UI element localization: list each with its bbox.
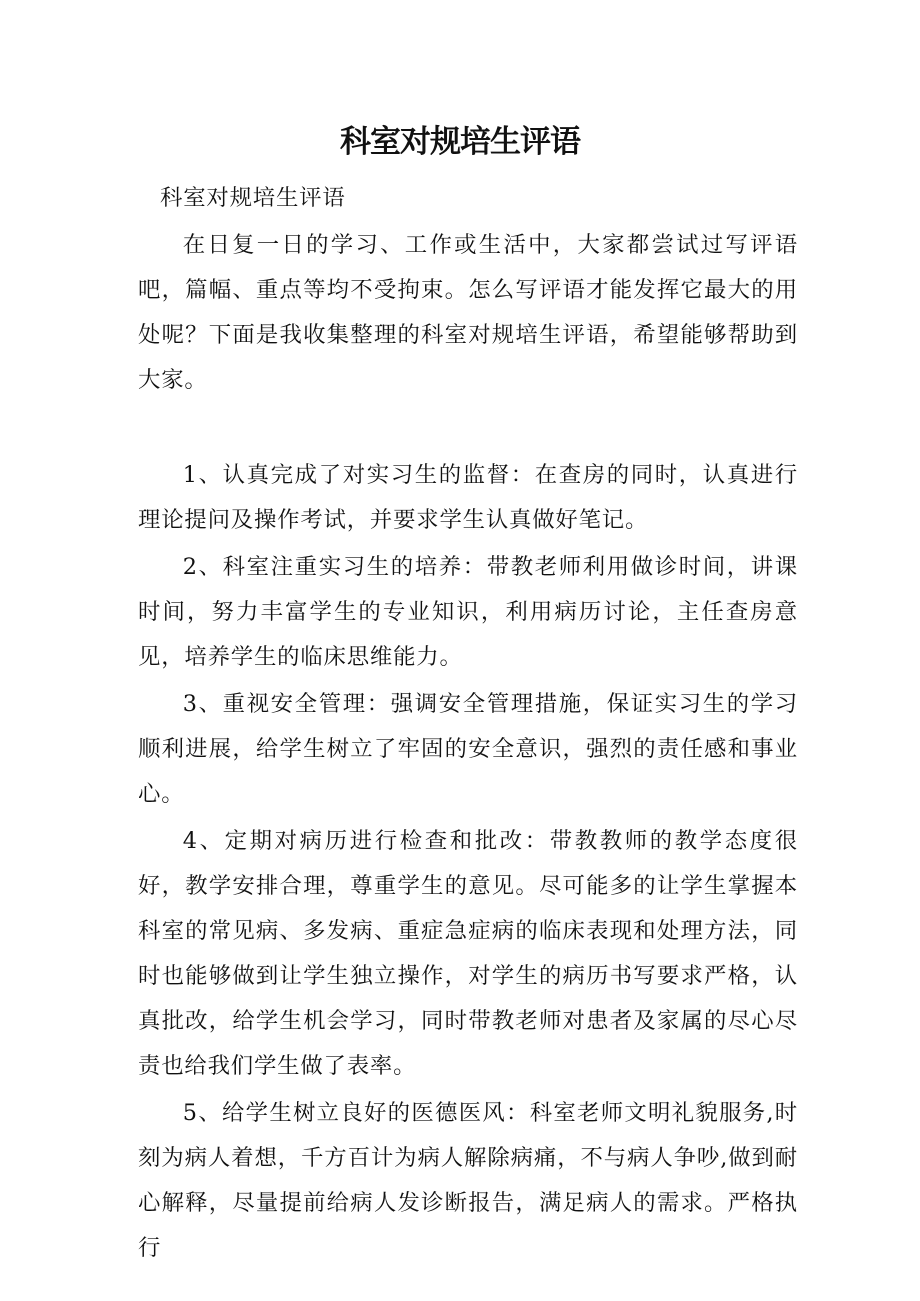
intro-paragraph: 在日复一日的学习、工作或生活中，大家都尝试过写评语吧，篇幅、重点等均不受拘束。怎么写评语才能发挥它最大的用处呢？下面是我收集整理的科室对规培生评语，希望能够帮助到大家。 <box>138 232 798 393</box>
document-title: 科室对规培生评语 <box>340 124 580 160</box>
comment-item-5: 5、给学生树立良好的医德医风：科室老师文明礼貌服务,时刻为病人着想，千方百计为病人解除病痛，不与病人争吵,做到耐心解释，尽量提前给病人发诊断报告，满足病人的需求。严格执行 <box>138 1100 798 1261</box>
comment-item-2: 2、科室注重实习生的培养：带教老师利用做诊时间，讲课时间，努力丰富学生的专业知识，利用病历讨论，主任查房意见，培养学生的临床思维能力。 <box>138 554 798 670</box>
paragraph-gap <box>138 403 798 451</box>
document-subtitle: 科室对规培生评语 <box>160 185 346 211</box>
comment-item-3: 3、重视安全管理：强调安全管理措施，保证实习生的学习顺利进展，给学生树立了牢固的安全意识，强烈的责任感和事业心。 <box>138 691 798 807</box>
comment-item-4: 4、定期对病历进行检查和批改：带教教师的教学态度很好，教学安排合理，尊重学生的意见。尽可能多的让学生掌握本科室的常见病、多发病、重症急症病的临床表现和处理方法，同时也能够做到让学生独立操作，对学生的病历书写要求严格，认真批改，给学生机会学习，同时带教老师对患者及家属的尽心尽责也给我们学生做了表率。 <box>138 828 798 1079</box>
comment-item-1: 1、认真完成了对实习生的监督：在查房的同时，认真进行理论提问及操作考试，并要求学生认真做好笔记。 <box>138 462 798 533</box>
document-body <box>138 176 798 1271</box>
